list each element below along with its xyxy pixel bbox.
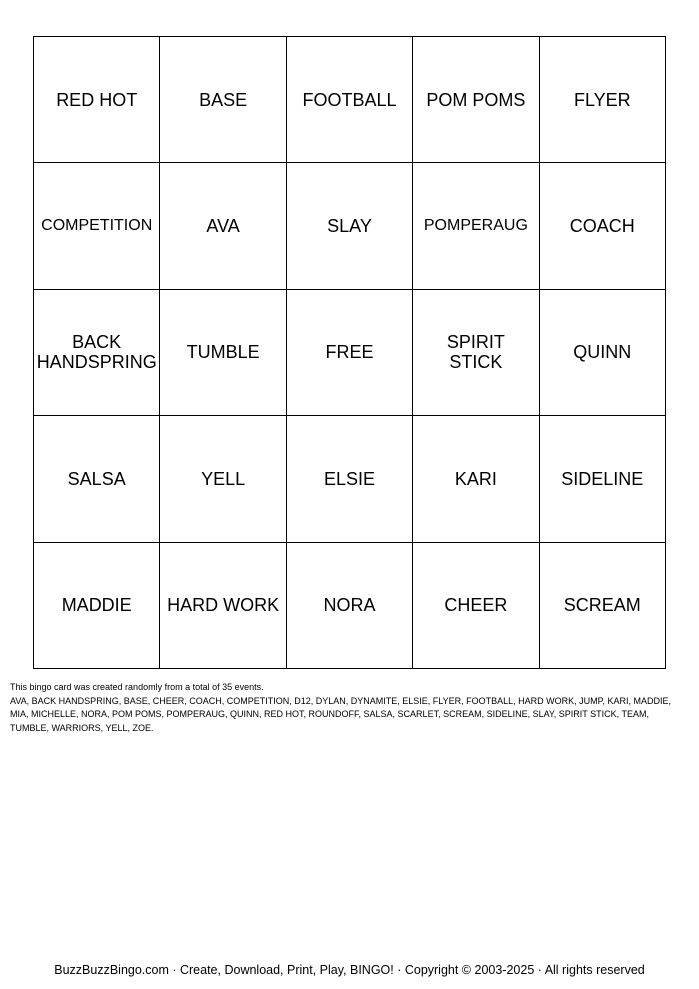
bingo-cell: CHEER (413, 543, 539, 669)
bingo-cell: BASE (160, 37, 286, 163)
footer-copyright: BuzzBuzzBingo.com · Create, Download, Print, Play, BINGO! · Copyright © 2003-2025 · All rights reserved (54, 963, 645, 977)
bingo-cell: HARD WORK (160, 543, 286, 669)
bingo-cell: SLAY (287, 163, 413, 289)
bingo-cell: FOOTBALL (287, 37, 413, 163)
card-info-summary: This bingo card was created randomly from a total of 35 events. (10, 682, 264, 692)
bingo-cell: KARI (413, 416, 539, 542)
bingo-cell: TUMBLE (160, 290, 286, 416)
bingo-cell: FREE (287, 290, 413, 416)
bingo-cell: SCREAM (540, 543, 666, 669)
bingo-cell: ELSIE (287, 416, 413, 542)
card-info (10, 681, 690, 735)
bingo-cell: NORA (287, 543, 413, 669)
card-info-event-list: AVA, BACK HANDSPRING, BASE, CHEER, COACH, COMPETITION, D12, DYLAN, DYNAMITE, ELSIE, FLYER, FOOTBALL, HARD WORK, JUMP, KARI, MADDIE, MIA, MICHELLE, NORA, POM POMS, POMPERAUG, QUINN, RED HOT, ROUNDOFF, SALSA, SCARLET, SCREAM, SIDELINE, SLAY, SPIRIT STICK, TEAM, TUMBLE, WARRIORS, YELL, ZOE. (10, 695, 671, 733)
bingo-cell: POM POMS (413, 37, 539, 163)
bingo-cell: SIDELINE (540, 416, 666, 542)
bingo-cell: FLYER (540, 37, 666, 163)
bingo-cell: QUINN (540, 290, 666, 416)
bingo-cell: SALSA (34, 416, 160, 542)
bingo-cell: POMPERAUG (413, 163, 539, 289)
bingo-cell: RED HOT (34, 37, 160, 163)
bingo-cell: COMPETITION (34, 163, 160, 289)
bingo-cell: SPIRIT STICK (413, 290, 539, 416)
bingo-cell: MADDIE (34, 543, 160, 669)
bingo-cell: COACH (540, 163, 666, 289)
bingo-cell: AVA (160, 163, 286, 289)
bingo-grid (33, 36, 666, 669)
bingo-cell: BACK HANDSPRING (34, 290, 160, 416)
bingo-cell: YELL (160, 416, 286, 542)
